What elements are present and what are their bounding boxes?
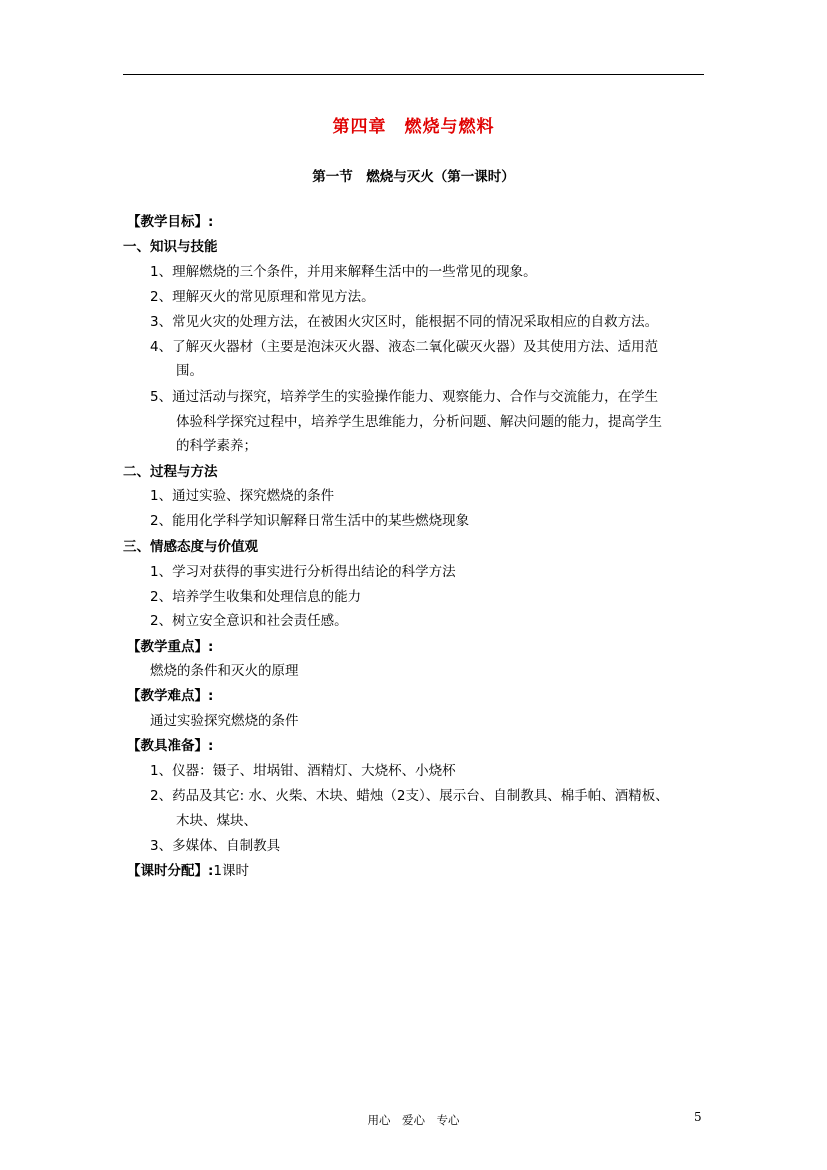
page-number: 5 — [694, 1110, 702, 1124]
list-item: 4、了解灭火器材（主要是泡沫灭火器、液态二氧化碳灭火器）及其使用方法、适用范 — [150, 339, 659, 355]
key-points-heading: 【教学重点】: — [127, 639, 214, 655]
attitude-values-heading: 三、情感态度与价值观 — [123, 539, 258, 555]
list-item: 1、理解燃烧的三个条件，并用来解释生活中的一些常见的现象。 — [150, 264, 537, 280]
header-rule — [123, 74, 704, 75]
process-methods-heading: 二、过程与方法 — [123, 464, 218, 480]
list-item: 1、学习对获得的事实进行分析得出结论的科学方法 — [150, 564, 456, 580]
chapter-title: 第四章 燃烧与燃料 — [332, 117, 495, 137]
list-item: 1、通过实验、探究燃烧的条件 — [150, 488, 335, 504]
schedule-line — [127, 862, 249, 880]
list-item: 5、通过活动与探究，培养学生的实验操作能力、观察能力、合作与交流能力，在学生 — [150, 389, 659, 405]
key-points-text: 燃烧的条件和灭火的原理 — [150, 663, 299, 679]
schedule-label: 【课时分配】: — [127, 863, 214, 879]
list-item: 2、药品及其它: 水、火柴、木块、蜡烛（2支）、展示台、自制教具、棉手帕、酒精板、 — [150, 788, 669, 804]
list-item: 3、常见火灾的处理方法，在被困火灾区时，能根据不同的情况采取相应的自救方法。 — [150, 314, 659, 330]
list-item: 2、培养学生收集和处理信息的能力 — [150, 589, 362, 605]
section-title: 第一节 燃烧与灭火（第一课时） — [312, 169, 515, 185]
difficulties-heading: 【教学难点】: — [127, 688, 214, 704]
list-item-continuation: 木块、煤块、 — [176, 813, 257, 829]
schedule-value: 1课时 — [213, 863, 249, 879]
list-item-continuation: 体验科学探究过程中，培养学生思维能力，分析问题、解决问题的能力，提高学生 — [176, 414, 662, 430]
list-item-continuation: 围。 — [176, 363, 203, 379]
list-item: 3、多媒体、自制教具 — [150, 838, 281, 854]
list-item: 1、仪器：镊子、坩埚钳、酒精灯、大烧杯、小烧杯 — [150, 763, 456, 779]
objectives-heading: 【教学目标】: — [127, 214, 214, 230]
list-item: 2、理解灭火的常见原理和常见方法。 — [150, 289, 375, 305]
difficulties-text: 通过实验探究燃烧的条件 — [150, 713, 299, 729]
footer-motto: 用心 爱心 专心 — [367, 1113, 460, 1127]
list-item: 2、能用化学科学知识解释日常生活中的某些燃烧现象 — [150, 513, 470, 529]
list-item-continuation: 的科学素养； — [176, 438, 257, 454]
knowledge-skills-heading: 一、知识与技能 — [123, 239, 218, 255]
materials-heading: 【教具准备】: — [127, 738, 214, 754]
list-item: 2、树立安全意识和社会责任感。 — [150, 613, 348, 629]
